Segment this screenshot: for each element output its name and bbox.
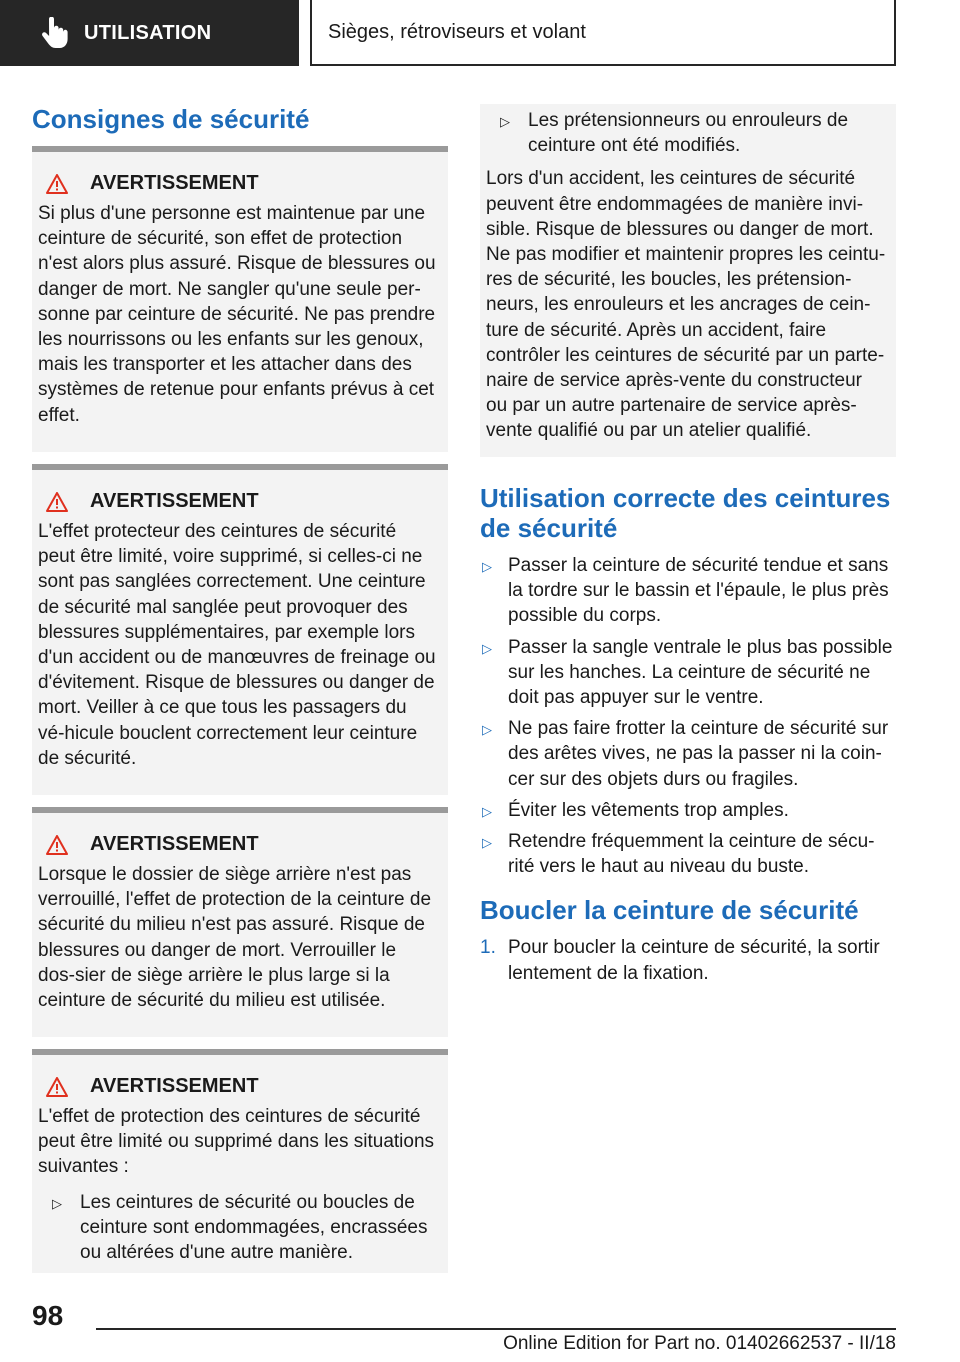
warning-triangle-icon xyxy=(46,492,68,512)
list-item: ▷ Ne pas faire frotter la ceinture de sécurité sur des arêtes vives, ne pas la passer ni la coin‐cer sur des objets durs ou fragiles. xyxy=(482,718,889,790)
warning-box-2 xyxy=(32,464,448,795)
list-item: ▷ Retendre fréquemment la ceinture de sécu‐rité vers le haut au niveau du buste. xyxy=(482,831,875,878)
warning-text: L'effet de protection des ceintures de sécurité peut être limité ou supprimé dans les situations suivantes : xyxy=(38,1106,435,1178)
chapter-tab xyxy=(310,0,896,66)
triangle-bullet-icon: ▷ xyxy=(482,835,492,851)
section-tab xyxy=(0,0,299,66)
warning-text: Lorsque le dossier de siège arrière n'est pas verrouillé, l'effet de protection de la ceinture de sécurité du milieu n'est pas assuré. Risque de blessures ou danger de mort. Verrouiller le dos‐sier de siège arrière le plus large si la ceinture de sécurité du milieu est utilisée. xyxy=(38,864,432,1012)
step-number: 1. xyxy=(480,937,496,959)
warning-title: AVERTISSEMENT xyxy=(90,1075,259,1097)
warning-box-4-continued xyxy=(480,104,896,457)
warning-box-3 xyxy=(32,807,448,1037)
warning-list xyxy=(486,108,886,158)
list-item: ▷ Les ceintures de sécurité ou boucles de ceinture sont endommagées, encrassées ou altérées d'une autre manière. xyxy=(52,1191,428,1264)
steps-list xyxy=(480,935,896,985)
warning-box-1 xyxy=(32,146,448,452)
step-item: 1. Pour boucler la ceinture de sécurité, la sortir lentement de la fixation. xyxy=(480,937,880,984)
list-item: ▷ Passer la ceinture de sécurité tendue et sans la tordre sur le bassin et l'épaule, le plus près possible du corps. xyxy=(482,555,889,627)
warning-triangle-icon xyxy=(46,835,68,855)
usage-list xyxy=(480,553,896,879)
section-heading: Boucler la ceinture de sécurité xyxy=(480,895,859,926)
warning-box-4 xyxy=(32,1049,448,1273)
chapter-title: Sièges, rétroviseurs et volant xyxy=(328,20,586,43)
warning-triangle-icon xyxy=(46,174,68,194)
warning-triangle-icon xyxy=(46,1077,68,1097)
warning-text: Si plus d'une personne est maintenue par une ceinture de sécurité, son effet de protection n'est alors plus assuré. Risque de blessures ou danger de mort. Ne sangler qu'une seule per‐sonne par ceinture de sécurité. Ne pas prendre les nourrissons ou les enfants sur les genoux, mais les transporter et les attacher dans des systèmes de retenue pour enfants prévus à cet effet. xyxy=(38,203,436,426)
left-column xyxy=(32,104,448,1273)
warning-text: L'effet protecteur des ceintures de sécurité peut être limité, voire supprimé, si celles-ci ne sont pas sanglées correctement. Une ceinture de sécurité mal sanglée peut provoquer des blessures supplémentaires, par exemple lors d'un accident ou de manœuvres de freinage ou d'évitement. Risque de blessures ou danger de mort. Veiller à ce que tous les passagers du vé‐hicule bouclent correctement leur ceinture de sécurité. xyxy=(38,521,436,769)
triangle-bullet-icon: ▷ xyxy=(482,722,492,738)
warning-title: AVERTISSEMENT xyxy=(90,833,259,855)
warning-list xyxy=(38,1190,438,1266)
list-item: ▷ Éviter les vêtements trop amples. xyxy=(480,798,896,823)
page-number: 98 xyxy=(32,1300,64,1331)
warning-title: AVERTISSEMENT xyxy=(90,490,259,512)
list-item: ▷ Passer la sangle ventrale le plus bas possible sur les hanches. La ceinture de sécurité ne doit pas appuyer sur le ventre. xyxy=(482,636,893,709)
edition-label: Online Edition for Part no. 01402662537 - II/18 xyxy=(503,1333,896,1354)
warning-title: AVERTISSEMENT xyxy=(90,172,259,194)
right-column xyxy=(480,104,896,992)
triangle-bullet-icon: ▷ xyxy=(482,803,492,819)
triangle-bullet-icon: ▷ xyxy=(52,1195,62,1211)
list-item: ▷ Les prétensionneurs ou enrouleurs de ceinture ont été modifiés. xyxy=(500,110,849,157)
warning-text: Lors d'un accident, les ceintures de sécurité peuvent être endommagées de manière invi‐sible. Risque de blessures ou danger de mort. Ne pas modifier et maintenir propres les ceintu‐res de sécurité, les boucles, les prétension‐neurs, les enrouleurs et les ancrages de cein‐ture de sécurité. Après un accident, faire contrôler les ceintures de sécurité par un parte‐naire de service après-vente du constructeur ou par un autre partenaire de service après-vente qualifié ou par un atelier qualifié. xyxy=(486,168,886,442)
triangle-bullet-icon: ▷ xyxy=(482,559,492,574)
section-heading: Utilisation correcte des ceintures de sécurité xyxy=(480,483,891,543)
footer-rule xyxy=(96,1328,896,1330)
triangle-bullet-icon: ▷ xyxy=(500,114,510,129)
section-title: UTILISATION xyxy=(84,21,212,44)
page-heading: Consignes de sécurité xyxy=(32,104,310,134)
triangle-bullet-icon: ▷ xyxy=(482,640,492,656)
hand-pointer-icon xyxy=(40,17,68,49)
